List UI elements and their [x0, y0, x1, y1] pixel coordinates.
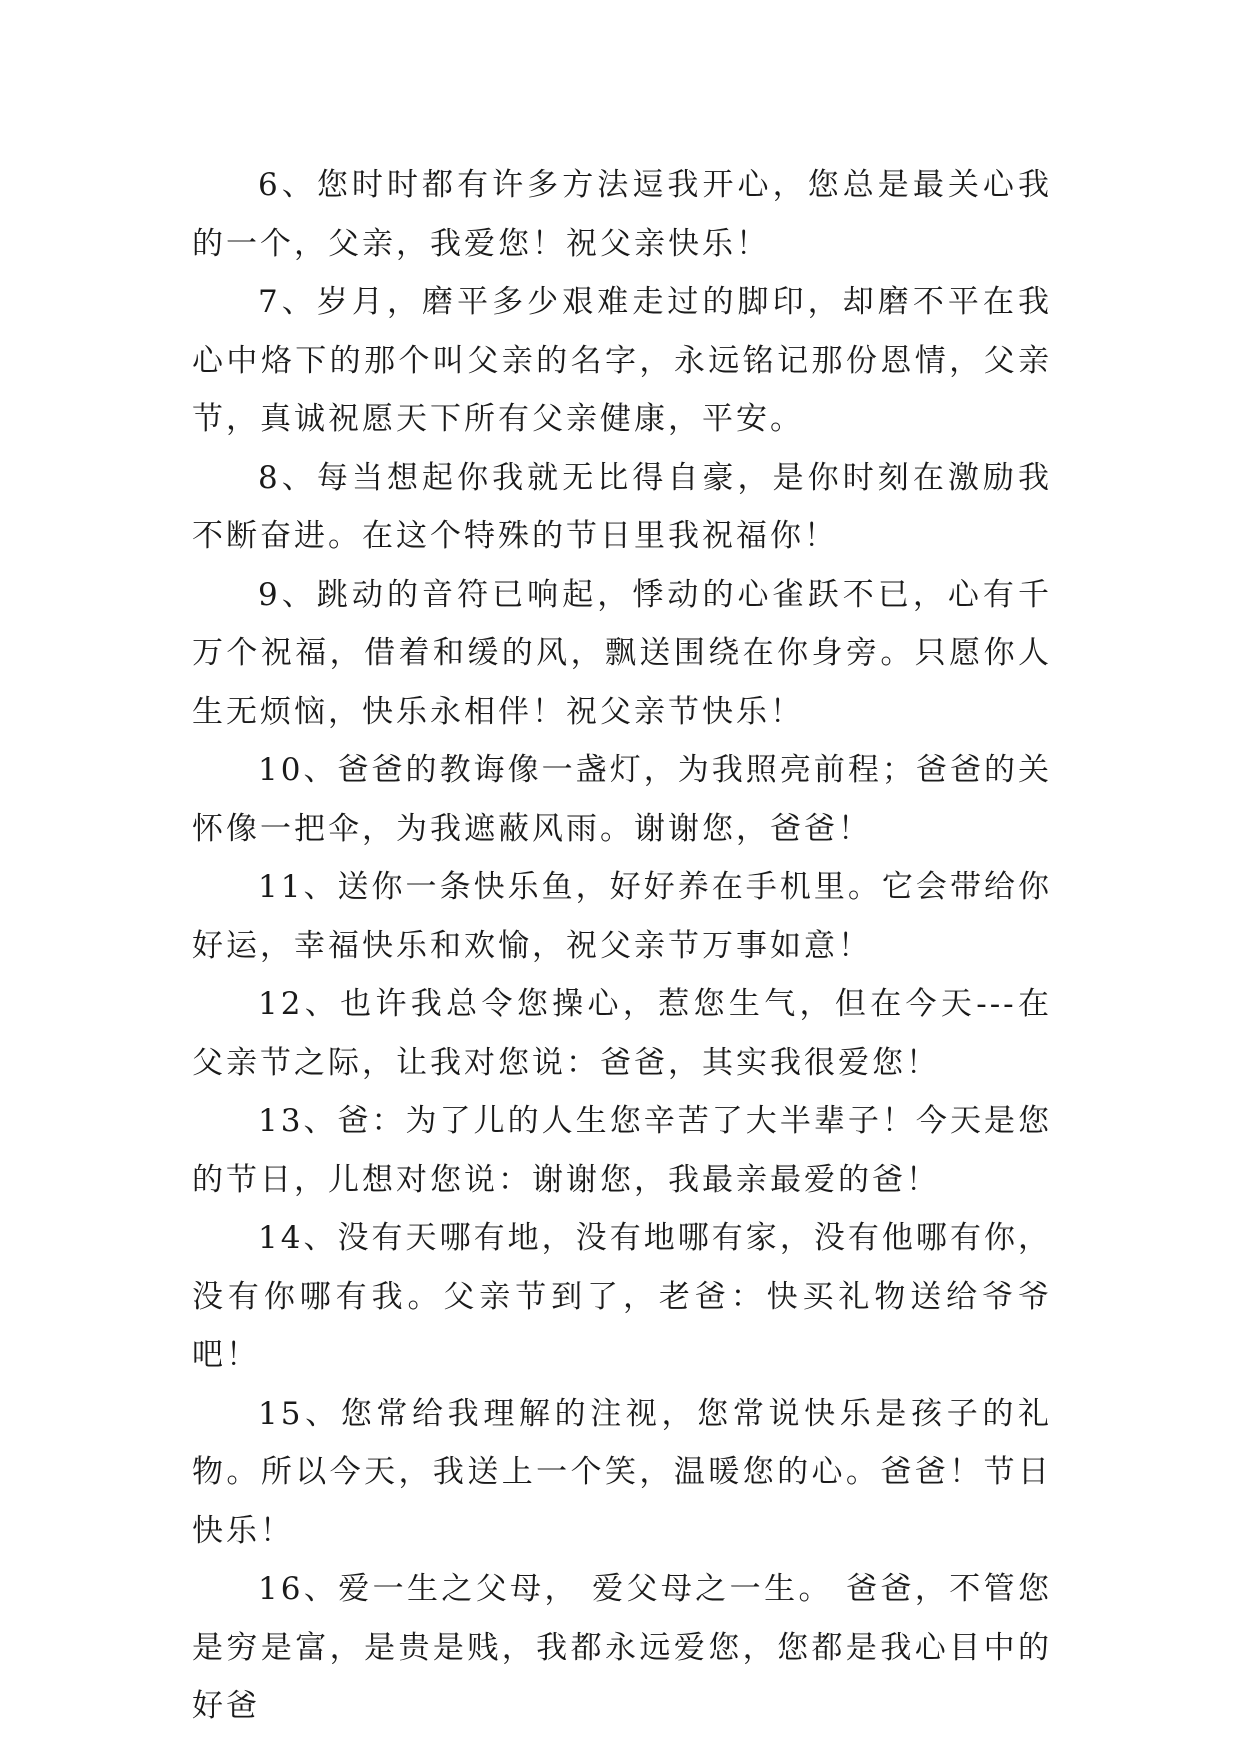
paragraph-9: 9、跳动的音符已响起，悸动的心雀跃不已，心有千万个祝福，借着和缓的风，飘送围绕在你身旁。只愿你人生无烦恼，快乐永相伴！祝父亲节快乐！: [192, 576, 1052, 730]
paragraph-13: 13、爸：为了儿的人生您辛苦了大半辈子！今天是您的节日，儿想对您说：谢谢您，我最亲最爱的爸！: [192, 1103, 1052, 1198]
paragraph-16: 16、爱一生之父母， 爱父母之一生。 爸爸，不管您是穷是富，是贵是贱，我都永远爱您，您都是我心目中的好爸: [192, 1571, 1052, 1724]
paragraph-10: 10、爸爸的教诲像一盏灯，为我照亮前程；爸爸的关怀像一把伞，为我遮蔽风雨。谢谢您，爸爸！: [192, 752, 1052, 847]
paragraph-14: 14、没有天哪有地，没有地哪有家，没有他哪有你，没有你哪有我。父亲节到了，老爸：快买礼物送给爷爷吧！: [192, 1220, 1052, 1373]
paragraph-15: 15、您常给我理解的注视，您常说快乐是孩子的礼物。所以今天，我送上一个笑，温暖您的心。爸爸！节日快乐！: [192, 1395, 1052, 1549]
paragraph-7: 7、岁月，磨平多少艰难走过的脚印，却磨不平在我心中烙下的那个叫父亲的名字，永远铭记那份恩情，父亲节，真诚祝愿天下所有父亲健康，平安。: [192, 284, 1052, 437]
paragraph-11: 11、送你一条快乐鱼，好好养在手机里。它会带给你好运，幸福快乐和欢愉，祝父亲节万事如意！: [192, 869, 1052, 964]
paragraph-8: 8、每当想起你我就无比得自豪，是你时刻在激励我不断奋进。在这个特殊的节日里我祝福你！: [192, 459, 1052, 554]
paragraph-6: 6、您时时都有许多方法逗我开心，您总是最关心我的一个，父亲，我爱您！祝父亲快乐！: [192, 167, 1052, 262]
paragraph-12: 12、也许我总令您操心，惹您生气，但在今天---在父亲节之际，让我对您说：爸爸，其实我很爱您！: [192, 986, 1052, 1081]
document-body: [192, 156, 1052, 1736]
